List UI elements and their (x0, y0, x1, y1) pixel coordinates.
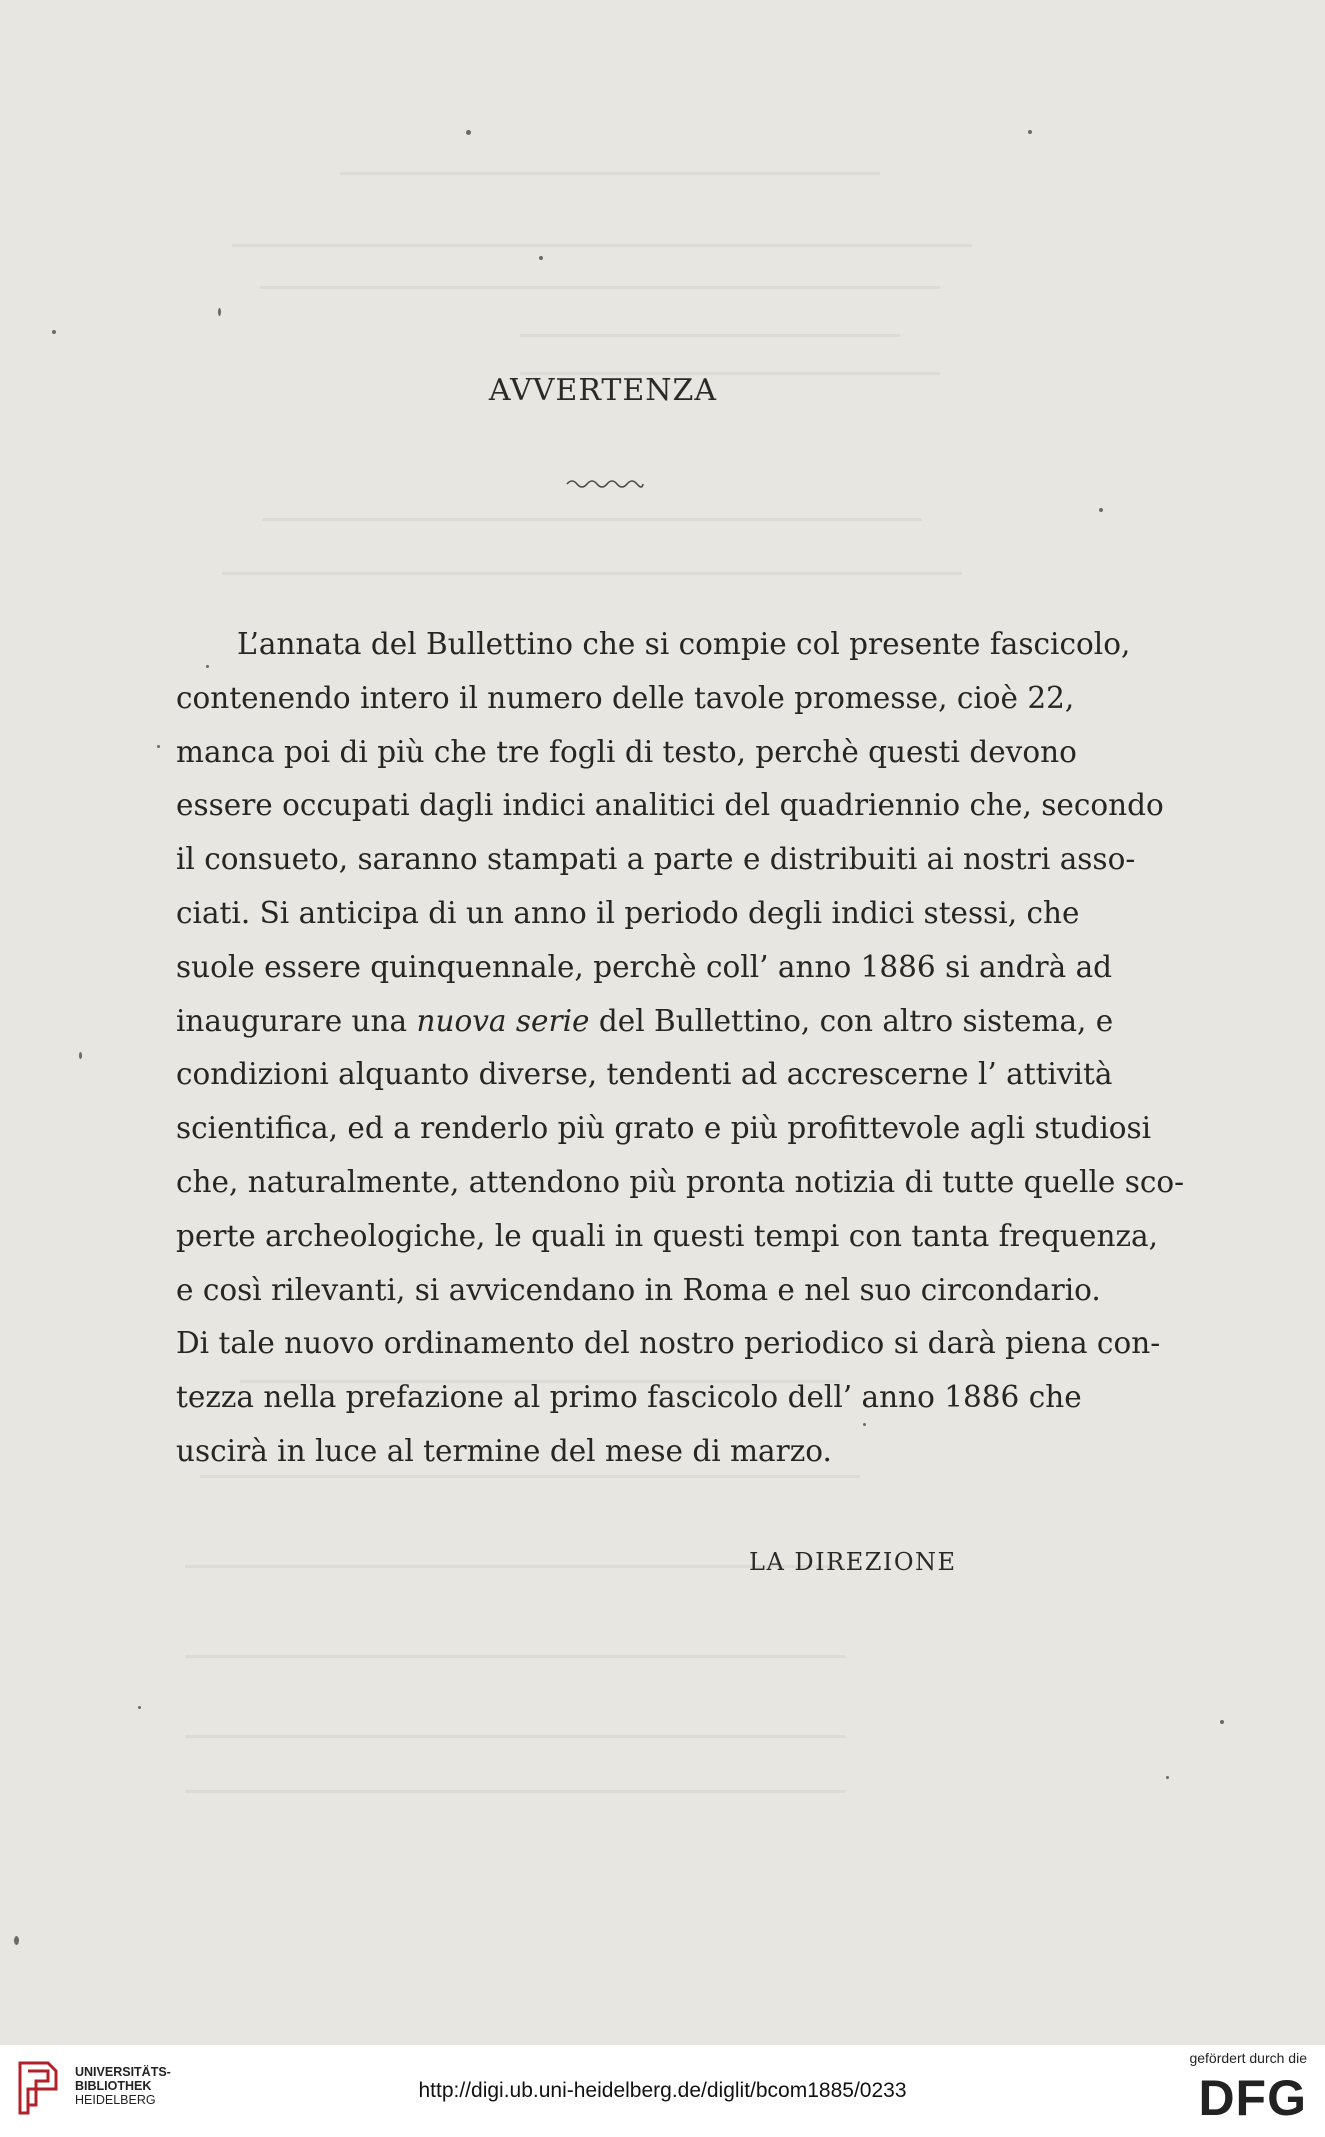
bleed-through-line (222, 572, 962, 575)
body-text-run: perte archeologiche, le quali in questi tempi con tanta frequenza, (176, 1218, 1158, 1253)
body-paragraph (176, 618, 1185, 1479)
emphasis-text: nuova serie (416, 1003, 590, 1038)
paper-speck (14, 1936, 19, 1945)
funding-caption: gefördert durch die (1189, 2050, 1307, 2066)
source-url-link[interactable]: http://digi.ub.uni-heidelberg.de/diglit/bcom1885/0233 (418, 2079, 907, 2102)
bleed-through-line (185, 1565, 845, 1568)
paper-speck (1166, 1776, 1169, 1779)
body-line (176, 672, 1075, 726)
body-line (176, 833, 1136, 887)
body-line (176, 1048, 1113, 1102)
library-name-line: UNIVERSITÄTS- (75, 2065, 171, 2079)
library-name-line: BIBLIOTHEK (75, 2079, 152, 2093)
bleed-through-line (232, 244, 972, 247)
body-line (176, 941, 1113, 995)
bleed-through-line (185, 1655, 845, 1658)
body-line (176, 1264, 1101, 1318)
body-line (176, 1425, 1032, 1479)
body-line (176, 1156, 1185, 1210)
paper-speck (52, 330, 56, 334)
body-line (176, 1210, 1158, 1264)
signature: LA DIREZIONE (749, 1548, 957, 1576)
body-text-run: Di tale nuovo ordinamento del nostro periodico si darà piena con- (176, 1326, 1161, 1361)
body-text-run: essere occupati dagli indici analitici del quadriennio che, secondo (176, 788, 1164, 823)
body-text-run: che, naturalmente, attendono più pronta notizia di tutte quelle sco- (176, 1164, 1185, 1199)
library-name-line: HEIDELBERG (75, 2093, 156, 2107)
paper-speck (218, 308, 221, 316)
body-text-run: tezza nella prefazione al primo fascicolo dell’ anno 1886 che (176, 1380, 1082, 1415)
page-title: AVVERTENZA (488, 373, 718, 408)
bleed-through-line (185, 1735, 845, 1738)
bleed-through-line (185, 1790, 845, 1793)
body-line (176, 779, 1164, 833)
paper-speck (539, 256, 543, 260)
funder-logo: DFG (1198, 2070, 1307, 2126)
body-text-run: del Bullettino, con altro sistema, e (589, 1003, 1114, 1038)
paper-speck (157, 745, 160, 748)
body-text-run: ciati. Si anticipa di un anno il periodo degli indici stessi, che (176, 895, 1080, 930)
bleed-through-line (520, 334, 900, 337)
body-text-run: manca poi di più che tre fogli di testo, perchè questi devono (176, 734, 1077, 769)
bleed-through-line (340, 172, 880, 175)
body-line (176, 618, 1131, 672)
body-text-run: condizioni alquanto diverse, tendenti ad accrescerne l’ attività (176, 1057, 1113, 1092)
paper-speck (1099, 508, 1103, 512)
paper-speck (79, 1052, 82, 1059)
paper-speck (138, 1706, 141, 1709)
body-line (176, 995, 1114, 1049)
body-text-run: scientifica, ed a renderlo più grato e più profittevole agli studiosi (176, 1111, 1152, 1146)
wave-ornament-icon (565, 476, 645, 492)
body-text-run: contenendo intero il numero delle tavole promesse, cioè 22, (176, 680, 1075, 715)
body-line (176, 1317, 1161, 1371)
body-text-run: il consueto, saranno stampati a parte e distribuiti ai nostri asso- (176, 842, 1136, 877)
body-text-run: uscirà in luce al termine del mese di marzo. (176, 1433, 832, 1468)
body-line (176, 726, 1077, 780)
body-text-run: L’annata del Bullettino che si compie col presente fascicolo, (237, 627, 1131, 661)
paper-speck (1220, 1720, 1224, 1724)
body-line (176, 887, 1080, 941)
bleed-through-line (262, 518, 922, 521)
bleed-through-line (260, 286, 940, 289)
body-line (176, 1371, 1082, 1425)
paper-speck (466, 130, 471, 135)
body-line (176, 1102, 1152, 1156)
body-text-run: e così rilevanti, si avvicendano in Roma e nel suo circondario. (176, 1272, 1101, 1307)
paper-speck (1028, 130, 1032, 134)
body-text-run: suole essere quinquennale, perchè coll’ anno 1886 si andrà ad (176, 949, 1113, 984)
body-text-run: inaugurare una (176, 1003, 417, 1038)
